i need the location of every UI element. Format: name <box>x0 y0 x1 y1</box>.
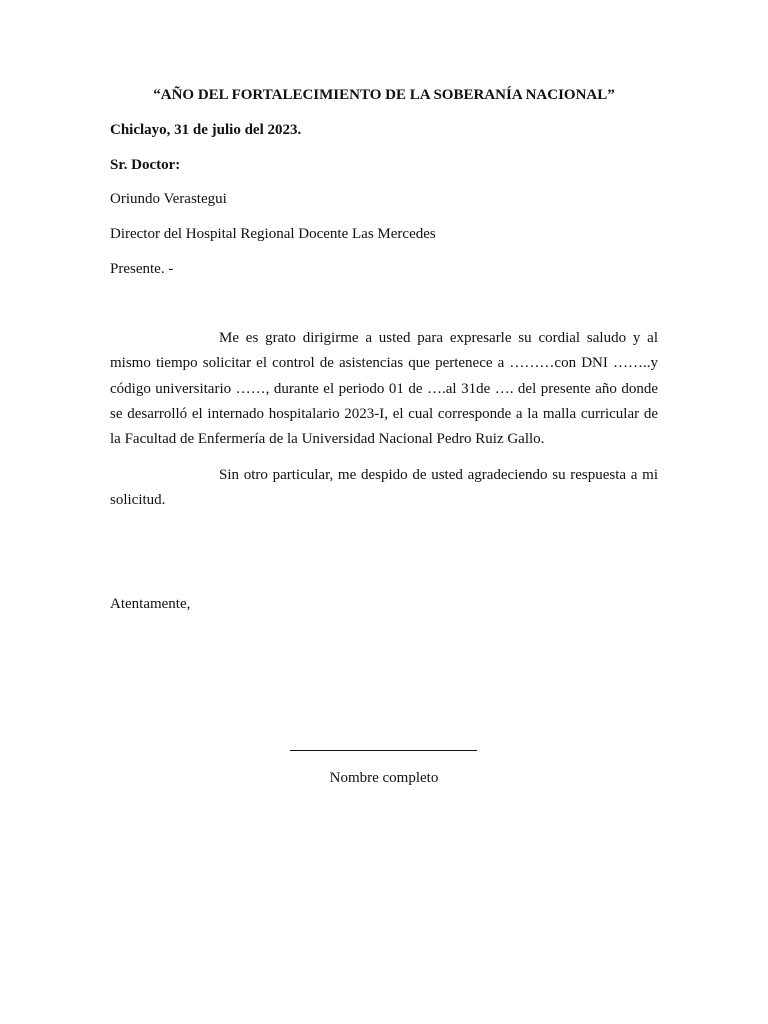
body-paragraph-request: Me es grato dirigirme a usted para expresarle su cordial saludo y al mismo tiempo solicitar el control de asistencias que pertenece a ………con DNI ……..y código universitario ……, durante el periodo 01 de ….al 31de …. del presente año donde se desarrolló el internado hospitalario 2023-I, el cual corresponde a la malla curricular de la Facultad de Enfermería de la Universidad Nacional Pedro Ruiz Gallo. <box>110 330 658 448</box>
closing-phrase: Atentamente, <box>110 596 191 612</box>
recipient-title: Director del Hospital Regional Docente Las Mercedes <box>110 226 436 242</box>
body-paragraph-closing: Sin otro particular, me despido de usted agradeciendo su respuesta a mi solicitud. <box>110 467 658 509</box>
salutation: Sr. Doctor: <box>110 157 181 173</box>
presente-line: Presente. - <box>110 261 174 277</box>
recipient-name: Oriundo Verastegui <box>110 191 227 207</box>
signature-line <box>290 750 477 751</box>
letter-motto: “AÑO DEL FORTALECIMIENTO DE LA SOBERANÍA NACIONAL” <box>153 87 615 103</box>
signature-name: Nombre completo <box>329 770 439 786</box>
place-date: Chiclayo, 31 de julio del 2023. <box>110 122 302 138</box>
